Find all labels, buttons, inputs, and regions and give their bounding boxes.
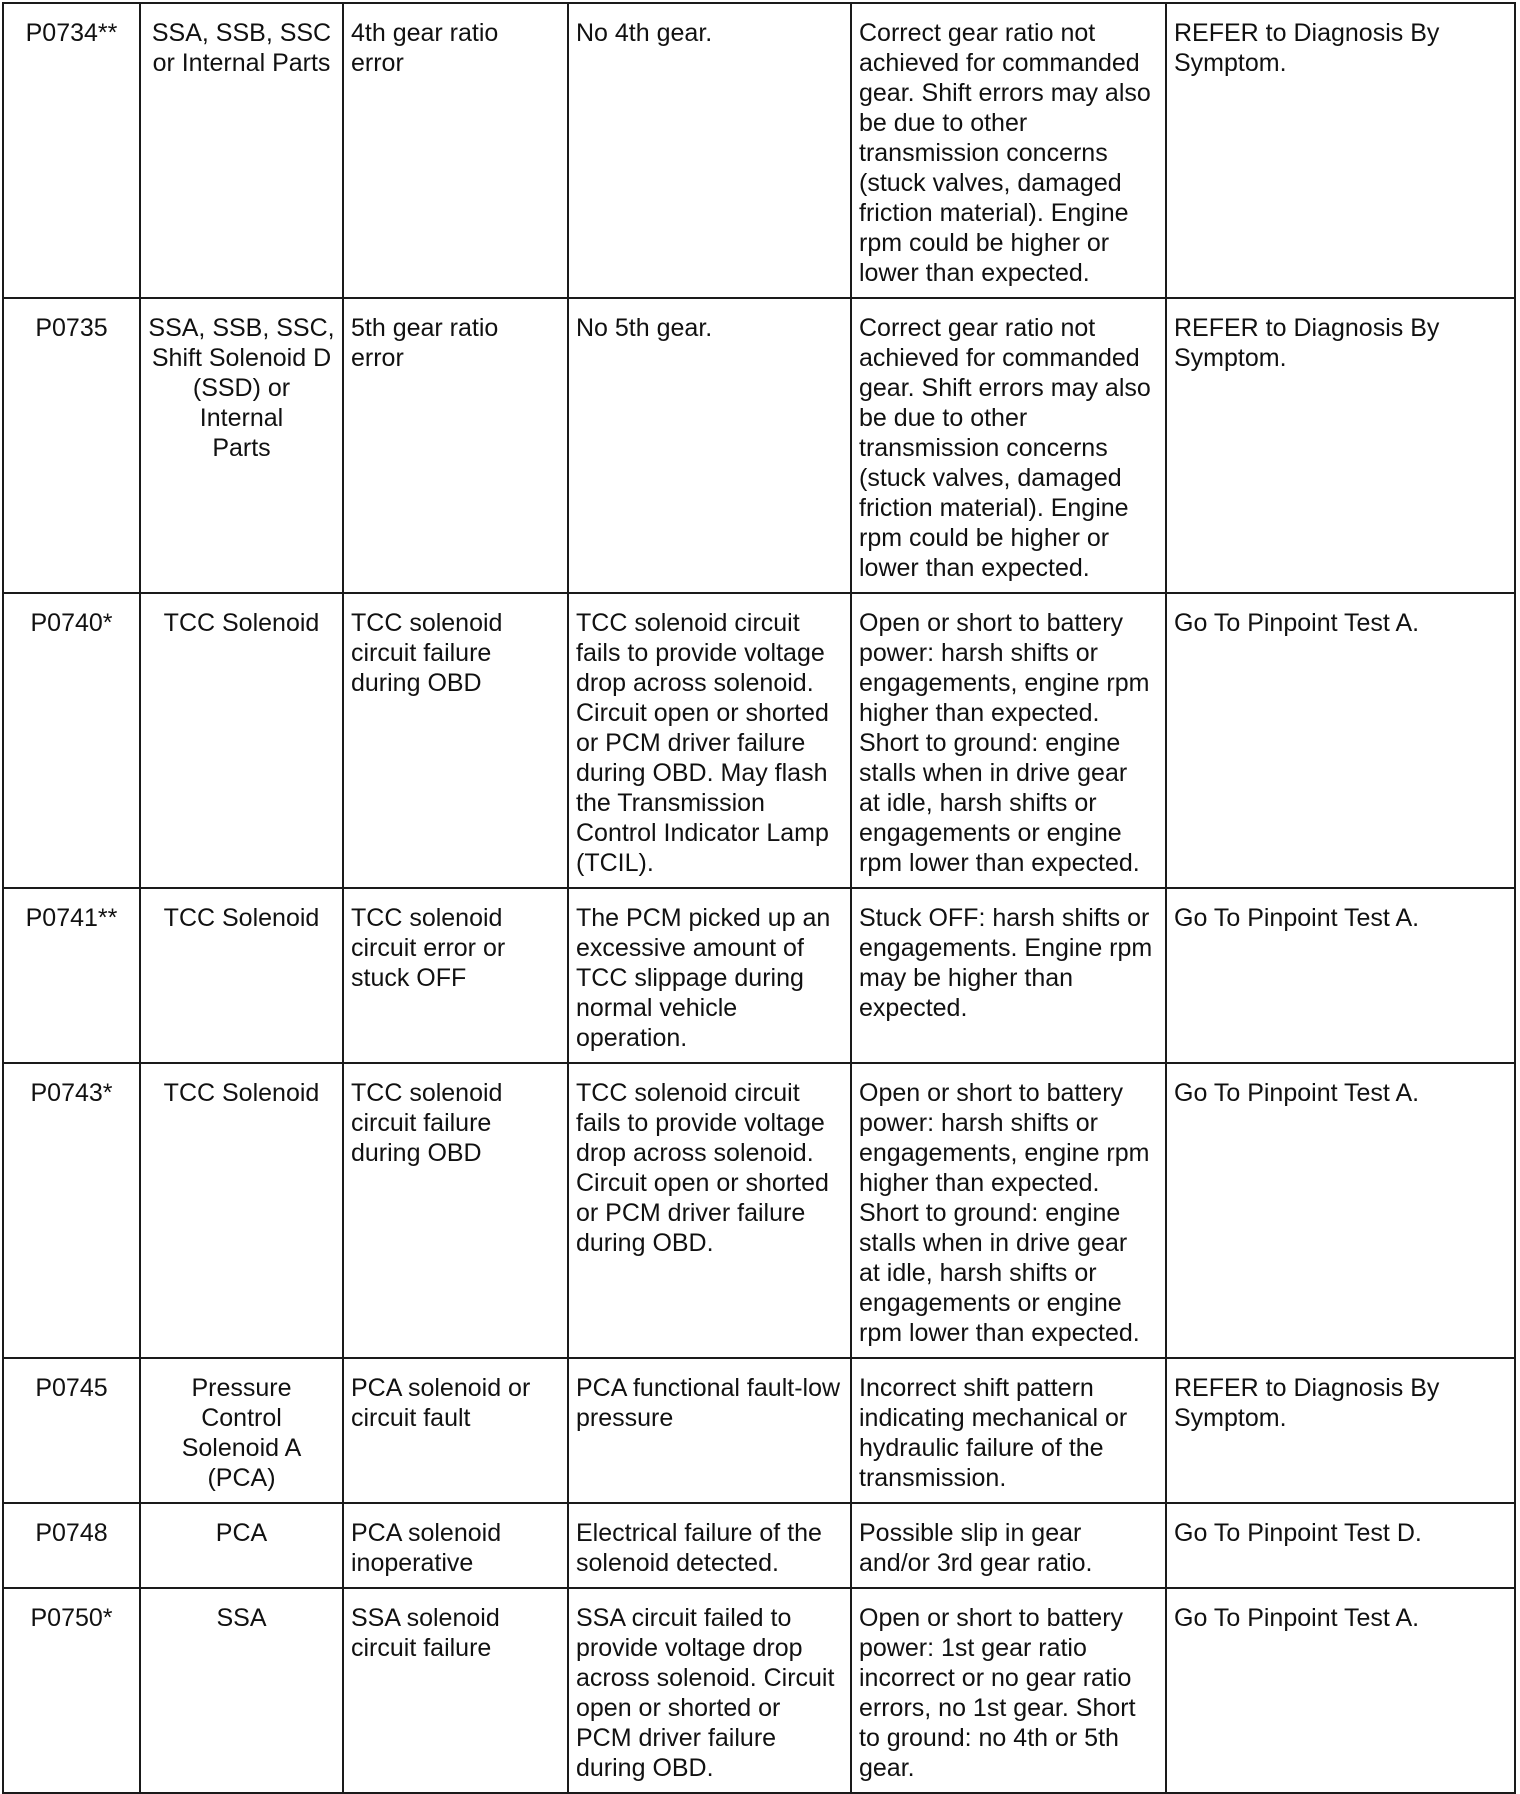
action-cell: REFER to Diagnosis By Symptom. (1166, 298, 1515, 593)
description-cell: 5th gear ratio error (343, 298, 568, 593)
symptom-cell: Correct gear ratio not achieved for commanded gear. Shift errors may also be due to other transmission concerns (stuck valves, damaged friction material). Engine rpm could be higher or lower than expected. (851, 3, 1166, 298)
dtc-code-cell: P0740* (3, 593, 140, 888)
description-cell: TCC solenoid circuit error or stuck OFF (343, 888, 568, 1063)
description-cell: SSA solenoid circuit failure (343, 1588, 568, 1793)
table-row (3, 593, 1515, 888)
table-row (3, 1063, 1515, 1358)
symptom-cell: Open or short to battery power: harsh shifts or engagements, engine rpm higher than expected. Short to ground: engine stalls when in drive gear at idle, harsh shifts or engagements or engine rpm lower than expected. (851, 593, 1166, 888)
component-cell: SSA (140, 1588, 343, 1793)
action-cell: Go To Pinpoint Test A. (1166, 593, 1515, 888)
condition-cell: TCC solenoid circuit fails to provide voltage drop across solenoid. Circuit open or shorted or PCM driver failure during OBD. May flash the Transmission Control Indicator Lamp (TCIL). (568, 593, 851, 888)
description-cell: TCC solenoid circuit failure during OBD (343, 1063, 568, 1358)
description-cell: PCA solenoid inoperative (343, 1503, 568, 1588)
dtc-code-cell: P0748 (3, 1503, 140, 1588)
table-row (3, 888, 1515, 1063)
condition-cell: No 5th gear. (568, 298, 851, 593)
table-row (3, 1503, 1515, 1588)
action-cell: Go To Pinpoint Test A. (1166, 1063, 1515, 1358)
dtc-code-cell: P0750* (3, 1588, 140, 1793)
table-row (3, 1588, 1515, 1793)
action-cell: Go To Pinpoint Test D. (1166, 1503, 1515, 1588)
symptom-cell: Open or short to battery power: 1st gear ratio incorrect or no gear ratio errors, no 1st gear. Short to ground: no 4th or 5th gear. (851, 1588, 1166, 1793)
dtc-code-cell: P0735 (3, 298, 140, 593)
component-cell: PCA (140, 1503, 343, 1588)
table-row (3, 1358, 1515, 1503)
dtc-table (2, 2, 1516, 1794)
component-cell: TCC Solenoid (140, 888, 343, 1063)
dtc-code-cell: P0743* (3, 1063, 140, 1358)
symptom-cell: Open or short to battery power: harsh shifts or engagements, engine rpm higher than expected. Short to ground: engine stalls when in drive gear at idle, harsh shifts or engagements or engine rpm lower than expected. (851, 1063, 1166, 1358)
component-cell: SSA, SSB, SSC, Shift Solenoid D (SSD) or Internal Parts (140, 298, 343, 593)
action-cell: Go To Pinpoint Test A. (1166, 888, 1515, 1063)
condition-cell: SSA circuit failed to provide voltage drop across solenoid. Circuit open or shorted or PCM driver failure during OBD. (568, 1588, 851, 1793)
component-cell: TCC Solenoid (140, 1063, 343, 1358)
dtc-code-cell: P0745 (3, 1358, 140, 1503)
symptom-cell: Possible slip in gear and/or 3rd gear ratio. (851, 1503, 1166, 1588)
component-cell: TCC Solenoid (140, 593, 343, 888)
description-cell: 4th gear ratio error (343, 3, 568, 298)
condition-cell: PCA functional fault-low pressure (568, 1358, 851, 1503)
condition-cell: TCC solenoid circuit fails to provide voltage drop across solenoid. Circuit open or shorted or PCM driver failure during OBD. (568, 1063, 851, 1358)
condition-cell: Electrical failure of the solenoid detected. (568, 1503, 851, 1588)
component-cell: Pressure Control Solenoid A (PCA) (140, 1358, 343, 1503)
symptom-cell: Stuck OFF: harsh shifts or engagements. Engine rpm may be higher than expected. (851, 888, 1166, 1063)
condition-cell: No 4th gear. (568, 3, 851, 298)
table-row (3, 3, 1515, 298)
component-cell: SSA, SSB, SSC or Internal Parts (140, 3, 343, 298)
symptom-cell: Correct gear ratio not achieved for commanded gear. Shift errors may also be due to other transmission concerns (stuck valves, damaged friction material). Engine rpm could be higher or lower than expected. (851, 298, 1166, 593)
table-row (3, 298, 1515, 593)
action-cell: Go To Pinpoint Test A. (1166, 1588, 1515, 1793)
action-cell: REFER to Diagnosis By Symptom. (1166, 1358, 1515, 1503)
description-cell: PCA solenoid or circuit fault (343, 1358, 568, 1503)
description-cell: TCC solenoid circuit failure during OBD (343, 593, 568, 888)
symptom-cell: Incorrect shift pattern indicating mechanical or hydraulic failure of the transmission. (851, 1358, 1166, 1503)
action-cell: REFER to Diagnosis By Symptom. (1166, 3, 1515, 298)
dtc-code-cell: P0741** (3, 888, 140, 1063)
dtc-code-cell: P0734** (3, 3, 140, 298)
condition-cell: The PCM picked up an excessive amount of TCC slippage during normal vehicle operation. (568, 888, 851, 1063)
